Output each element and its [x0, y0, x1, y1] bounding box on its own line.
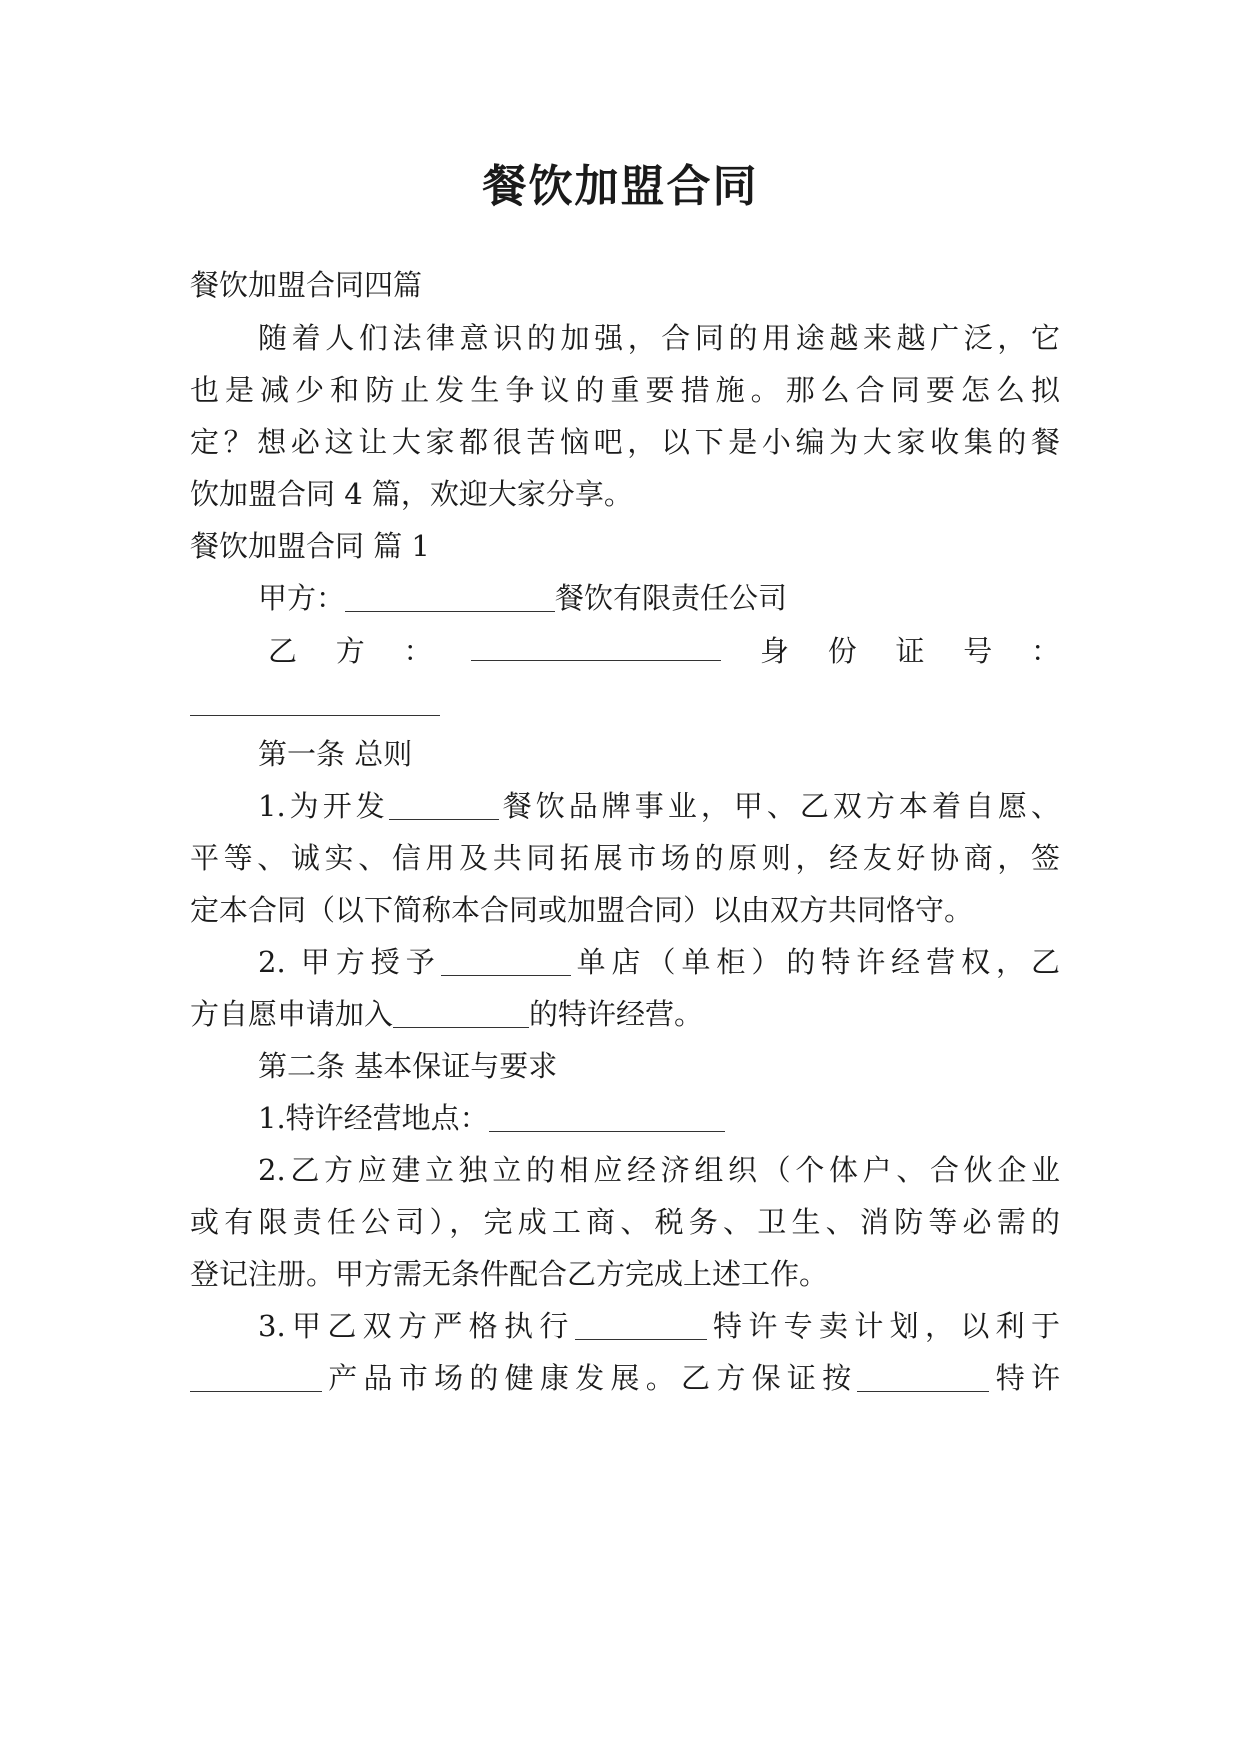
party-b-line: [268, 630, 1060, 671]
party-b-char-2: 方: [335, 634, 365, 668]
article-1-clause-2-line-2: [190, 994, 1060, 1034]
id-number-char-1: 身: [759, 634, 789, 668]
clause-3-suffix: 特许专卖计划，以利于: [706, 1309, 1060, 1343]
subtitle: 餐饮加盟合同四篇: [190, 268, 423, 302]
article-2-heading: 第二条 基本保证与要求: [258, 1049, 558, 1083]
clause-3-line-2-suffix: 特许: [989, 1361, 1060, 1395]
product-blank: [190, 1361, 322, 1392]
article-1-clause-1-line-2: 平等、诚实、信用及共同拓展市场的原则，经友好协商，签: [190, 841, 1060, 875]
clause-2-suffix: 单店（单柜）的特许经营权，乙: [570, 945, 1060, 979]
article-1-heading: 第一条 总则: [258, 737, 413, 771]
intro-line-4: 饮加盟合同 4 篇，欢迎大家分享。: [190, 477, 633, 511]
id-number-line: [190, 682, 1060, 722]
id-number-char-2: 份: [827, 634, 857, 668]
article-1-clause-1-line-1: [258, 786, 1060, 826]
id-number-blank: [190, 685, 440, 716]
intro-line-1: 随着人们法律意识的加强，合同的用途越来越广泛，它: [258, 321, 1060, 355]
party-a-line: [258, 578, 1060, 618]
party-a-label: 甲方：: [258, 581, 346, 615]
party-b-char-1: 乙: [268, 634, 298, 668]
id-number-char-3: 证: [895, 634, 925, 668]
article-2-clause-2-line-3: 登记注册。甲方需无条件配合乙方完成上述工作。: [190, 1257, 829, 1291]
plan-blank: [575, 1309, 707, 1340]
article-1-clause-2-line-1: [258, 942, 1060, 982]
article-2-clause-2-line-1: 2.乙方应建立独立的相应经济组织（个体户、合伙企业: [258, 1153, 1060, 1187]
id-number-char-4: 号: [963, 634, 993, 668]
clause-2-prefix: 2. 甲方授予: [258, 945, 441, 979]
intro-line-3: 定？想必这让大家都很苦恼吧，以下是小编为大家收集的餐: [190, 425, 1060, 459]
location-label: 1.特许经营地点：: [258, 1101, 489, 1135]
clause-1-suffix: 餐饮品牌事业，甲、乙双方本着自愿、: [498, 789, 1060, 823]
location-blank: [489, 1101, 725, 1132]
article-2-clause-2-line-2: 或有限责任公司），完成工商、税务、卫生、消防等必需的: [190, 1205, 1060, 1239]
clause-2-line-2-prefix: 方自愿申请加入: [190, 997, 394, 1031]
clause-2-line-2-suffix: 的特许经营。: [529, 997, 704, 1031]
id-number-char-5: ：: [1030, 634, 1060, 668]
standard-blank: [857, 1361, 989, 1392]
article-2-clause-3-line-2: [190, 1358, 1060, 1398]
party-b-name-blank: [471, 630, 721, 661]
section-heading: 餐饮加盟合同 篇 1: [190, 529, 430, 563]
clause-1-prefix: 1.为开发: [258, 789, 389, 823]
brand-blank: [389, 789, 499, 820]
document-title: 餐饮加盟合同: [482, 161, 759, 212]
party-a-suffix: 餐饮有限责任公司: [555, 581, 788, 615]
party-a-name-blank: [345, 581, 555, 612]
party-b-char-3: ：: [403, 634, 433, 668]
article-2-clause-1: [258, 1098, 1060, 1138]
article-2-clause-3-line-1: [258, 1306, 1060, 1346]
clause-3-prefix: 3.甲乙双方严格执行: [258, 1309, 575, 1343]
franchise-blank: [393, 997, 529, 1028]
grantee-blank: [441, 945, 571, 976]
clause-3-line-2-mid: 产品市场的健康发展。乙方保证按: [322, 1361, 858, 1395]
article-1-clause-1-line-3: 定本合同（以下简称本合同或加盟合同）以由双方共同恪守。: [190, 893, 974, 927]
intro-line-2: 也是减少和防止发生争议的重要措施。那么合同要怎么拟: [190, 373, 1060, 407]
